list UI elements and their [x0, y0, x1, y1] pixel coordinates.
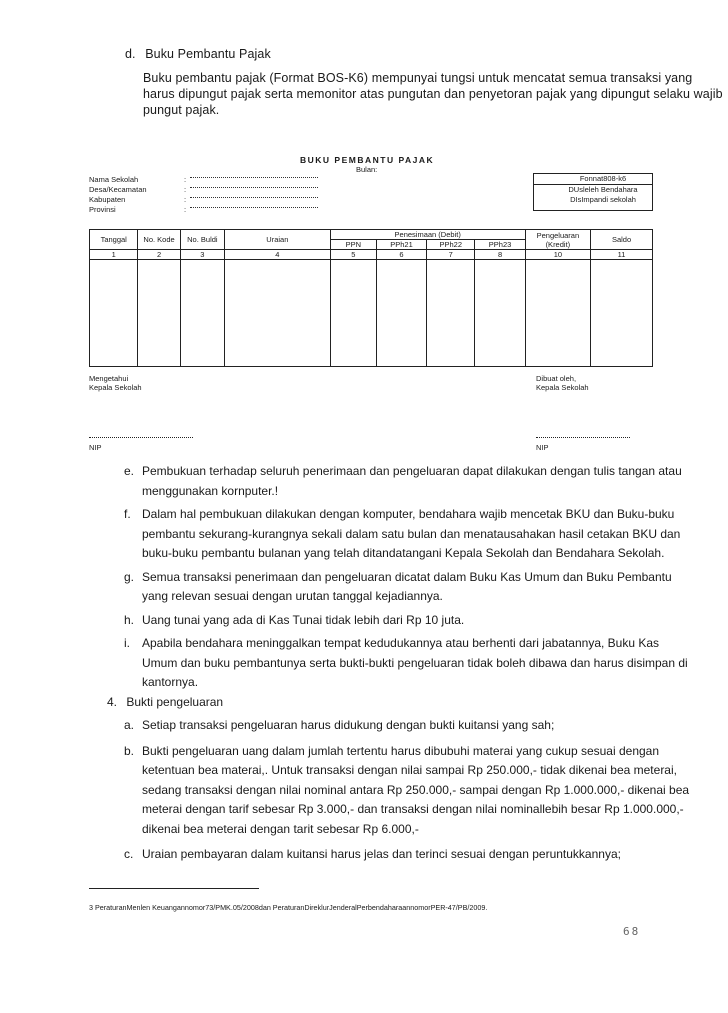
item-e	[124, 462, 682, 501]
item-line: Bukti pengeluaran uang dalam jumlah tertentu harus dibubuhi materai yang cukup sesuai dengan	[142, 743, 660, 758]
table-body-cell	[224, 260, 330, 367]
th-no-bukti: No. Buldi	[180, 230, 224, 250]
th-ppn: PPN	[330, 240, 376, 250]
field-label: Nama Sekolah	[89, 175, 139, 184]
section-4-items	[124, 716, 690, 865]
item-label: e.	[124, 464, 135, 478]
item-4a	[124, 716, 656, 736]
col-number: 6	[376, 250, 426, 260]
th-pph21: PPh21	[376, 240, 426, 250]
item-label: f.	[124, 507, 131, 521]
section-d-line-3: pungut pajak.	[143, 103, 220, 117]
sign-left-line-1: Mengetahui	[89, 374, 129, 383]
item-line: ketentuan bea materai,. Untuk transaksi dengan nilai sampai Rp 250.000,- tidak dikenai bea meterai,	[142, 763, 677, 777]
col-number: 11	[591, 250, 653, 260]
th-pph23: PPh23	[475, 240, 525, 250]
section-4-heading	[107, 693, 223, 713]
section-d-line-2: harus dipungut pajak serta memonitor atas pungutan dan penyetoran pajak yang dipungut selaku wajib	[143, 87, 723, 101]
th-uraian: Uraian	[224, 230, 330, 250]
footnote: 3 PeraturanMenlen Keuangannomor73/PMK.05/2008dan PeraturanDireklurJenderalPerbendaharaannomorPER-47/PB/2009.	[89, 903, 488, 912]
item-label: i.	[124, 636, 130, 650]
field-nama-sekolah	[89, 175, 329, 185]
field-provinsi	[89, 205, 329, 215]
form-fields	[89, 175, 329, 215]
col-number: 8	[475, 250, 525, 260]
field-desa-kecamatan	[89, 185, 329, 195]
section-4-label: 4.	[107, 695, 118, 709]
item-line: Pembukuan terhadap seluruh penerimaan dan pengeluaran dapat dilakukan dengan tulis tangan atau	[142, 464, 682, 478]
item-i	[124, 634, 688, 693]
sign-left	[89, 374, 142, 392]
item-label: h.	[124, 612, 135, 627]
col-number: 4	[224, 250, 330, 260]
table-body-cell	[376, 260, 426, 367]
sign-right-name-line	[536, 437, 630, 438]
sign-right-line-1: Dibuat oleh,	[536, 374, 577, 383]
field-dots	[190, 187, 318, 188]
item-line: buku-buku pembantu bulanan yang telah ditandatangani Kepala Sekolah dan Bendahara Sekolah.	[142, 546, 665, 560]
col-number: 2	[138, 250, 180, 260]
field-colon: :	[184, 185, 187, 194]
section-d-label: d.	[125, 47, 136, 61]
th-pengeluaran-label: Pengeluaran	[536, 230, 580, 240]
th-tanggal: Tanggal	[90, 230, 138, 250]
field-kabupaten	[89, 195, 329, 205]
item-line: Semua transaksi penerimaan dan pengeluaran dicatat dalam Buku Kas Umum dan Buku Pembantu	[142, 569, 672, 584]
col-number: 5	[330, 250, 376, 260]
table-body-cell	[427, 260, 475, 367]
format-box-line-3: DIsImpandi sekolah	[570, 195, 636, 204]
item-line: menggunakan kornputer.!	[142, 483, 279, 498]
col-number: 7	[427, 250, 475, 260]
field-colon: :	[184, 175, 187, 184]
item-line: Apabila bendahara meninggalkan tempat kedudukannya atau berhenti dari jabatannya, Buku Kas	[142, 636, 660, 650]
item-line: meterai dengan tarif sebesar Rp 3.000,- dan transaksi dengan nilai nominallebih besar Rp 1.000.000,-	[142, 802, 684, 816]
field-colon: :	[184, 195, 187, 204]
item-line: dikenai bea meterai dengan tarit sebesar Rp 6.000,-	[142, 821, 419, 836]
table-body-cell	[138, 260, 180, 367]
item-label: b.	[124, 743, 135, 758]
section-d-line-1: Buku pembantu pajak (Format BOS-K6) mempunyai tungsi untuk mencatat semua transaksi yang	[143, 71, 693, 85]
form-subtitle: Bulan:	[356, 165, 378, 174]
format-box-line-2: DUsleleh Bendahara	[568, 185, 638, 194]
item-line: Umum dan buku pembantunya serta bukti-bukti pengeluaran tidak boleh dibawa dan harus disimpan di	[142, 655, 688, 670]
th-no-kode: No. Kode	[138, 230, 180, 250]
sign-right-nip: NIP	[536, 443, 549, 452]
item-line: kantornya.	[142, 675, 199, 689]
field-dots	[190, 197, 318, 198]
item-4b	[124, 742, 690, 840]
th-penerimaan: Penesimaan (Debit)	[330, 230, 525, 240]
field-colon: :	[184, 205, 187, 214]
item-h	[124, 611, 656, 631]
field-label: Kabupaten	[89, 195, 126, 204]
item-line: Dalam hal pembukuan dilakukan dengan komputer, bendahara wajib mencetak BKU dan Buku-buku	[142, 507, 675, 521]
col-number: 10	[525, 250, 590, 260]
section-4-title: Bukti pengeluaran	[126, 695, 224, 709]
item-label: g.	[124, 569, 135, 584]
item-label: c.	[124, 847, 134, 861]
field-dots	[190, 177, 318, 178]
table-body-cell	[475, 260, 525, 367]
table-body-cell	[90, 260, 138, 367]
sign-right	[536, 374, 589, 392]
section-d-paragraph	[143, 70, 723, 118]
table-body-cell	[180, 260, 224, 367]
section-d-heading	[125, 46, 271, 62]
item-line: yang relevan sesuai dengan urutan tanggal kejadiannya.	[142, 589, 443, 603]
item-line: pembantu sekurang-kurangnya sekali dalam satu bulan dan menatausahakan hasil cetakan BKU dan	[142, 526, 681, 541]
table-body-cell	[591, 260, 653, 367]
item-line: sedang transaksi dengan nilai nominal antara Rp 250.000,- sampai dengan Rp 1.000.000,- dikenai bea	[142, 782, 690, 797]
section-d-title: Buku Pembantu Pajak	[145, 47, 271, 61]
item-line: Uang tunai yang ada di Kas Tunai tidak lebih dari Rp 10 juta.	[142, 612, 465, 627]
item-line: Uraian pembayaran dalam kuitansi harus jelas dan terinci sesuai dengan peruntukkannya;	[142, 847, 621, 861]
page-number: 68	[623, 925, 641, 938]
table-body-cell	[525, 260, 590, 367]
footnote-divider	[89, 888, 259, 889]
sign-left-name-line	[89, 437, 193, 438]
format-box-line-1: Fonnat808-k6	[534, 174, 652, 185]
item-4c	[124, 845, 656, 865]
sign-left-nip: NIP	[89, 443, 102, 452]
th-pengeluaran	[525, 230, 590, 250]
form-title: BUKU PEMBANTU PAJAK	[300, 155, 435, 165]
format-box	[533, 173, 653, 211]
item-f	[124, 505, 681, 564]
field-label: Desa/Kecamatan	[89, 185, 147, 194]
sign-left-line-2: Kepala Sekolah	[89, 383, 142, 392]
col-number: 3	[180, 250, 224, 260]
th-pph22: PPh22	[427, 240, 475, 250]
table-body-cell	[330, 260, 376, 367]
sign-right-line-2: Kepala Sekolah	[536, 383, 589, 392]
field-dots	[190, 207, 318, 208]
th-saldo: Saldo	[591, 230, 653, 250]
item-line: Setiap transaksi pengeluaran harus didukung dengan bukti kuitansi yang sah;	[142, 718, 555, 732]
item-g	[124, 568, 672, 607]
items-e-to-i	[124, 462, 688, 693]
tax-ledger-table	[89, 229, 653, 367]
field-label: Provinsi	[89, 205, 116, 214]
item-label: a.	[124, 718, 135, 732]
th-kredit-label: (Kredit)	[545, 239, 571, 249]
col-number: 1	[90, 250, 138, 260]
